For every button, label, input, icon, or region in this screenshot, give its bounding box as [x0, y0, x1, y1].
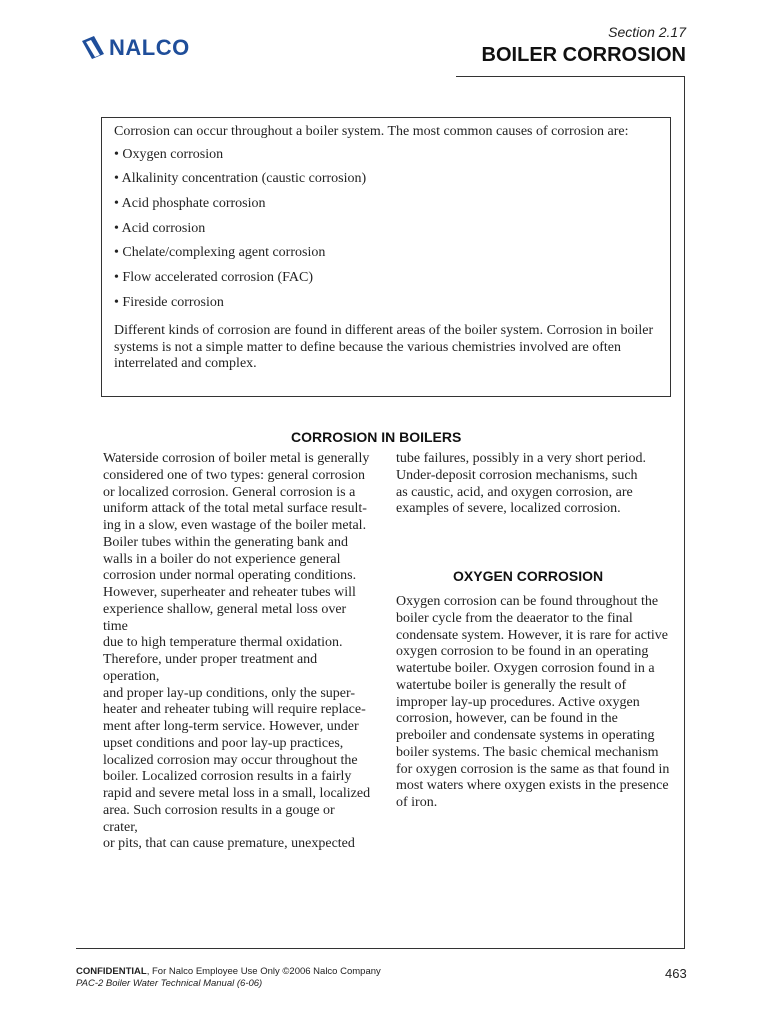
text-line: due to high temperature thermal oxidation. — [103, 635, 343, 651]
list-item: • Oxygen corrosion — [114, 146, 224, 162]
text-line: oxygen corrosion to be found in an operating — [396, 644, 649, 660]
text-line: area. Such corrosion results in a gouge or crater, — [103, 802, 335, 835]
text-line: most waters where oxygen exists in the presence — [396, 778, 669, 794]
list-item: • Acid phosphate corrosion — [114, 195, 266, 211]
text-line: boiler. Localized corrosion results in a fairly — [103, 769, 352, 785]
text-line: corrosion under normal operating conditions. — [103, 568, 357, 584]
text-line: localized corrosion may occur throughout the — [103, 752, 358, 768]
text-line: examples of severe, localized corrosion. — [396, 501, 621, 517]
text-line: improper lay-up procedures. Active oxygen — [396, 694, 640, 710]
list-item: • Alkalinity concentration (caustic corrosion) — [114, 171, 367, 187]
oxygen-corrosion-heading: OXYGEN CORROSION — [453, 568, 604, 584]
text-line: uniform attack of the total metal surface result- — [103, 501, 367, 517]
text-line: as caustic, acid, and oxygen corrosion, are — [396, 484, 633, 500]
text-line: Waterside corrosion of boiler metal is generally — [103, 451, 370, 466]
text-line: walls in a boiler do not experience general — [103, 551, 341, 567]
text-line: watertube boiler is generally the result of — [396, 677, 627, 693]
intro-closing: Different kinds of corrosion are found in different areas of the boiler system. Corrosion in boiler systems is not a simple matter to define because the various chemistries involved are often interrelated and complex. — [114, 323, 654, 372]
text-line: and proper lay-up conditions, only the super- — [103, 685, 356, 701]
list-item: • Fireside corrosion — [114, 294, 224, 310]
oxygen-corrosion-text — [396, 594, 671, 812]
text-line: rapid and severe metal loss in a small, localized — [103, 786, 371, 801]
list-item: • Chelate/complexing agent corrosion — [114, 245, 326, 261]
list-item: • Flow accelerated corrosion (FAC) — [114, 269, 314, 285]
page-number: 463 — [665, 966, 687, 981]
text-line: for oxygen corrosion is the same as that found in — [396, 761, 670, 777]
confidential-text: , For Nalco Employee Use Only ©2006 Nalco Company — [146, 966, 381, 977]
text-line: or pits, that can cause premature, unexpected — [103, 836, 355, 852]
text-line: ment after long-term service. However, under — [103, 719, 359, 734]
text-line: boiler cycle from the deaerator to the final — [396, 610, 633, 626]
text-line: considered one of two types: general corrosion — [103, 467, 366, 483]
text-line: preboiler and condensate systems in operating — [396, 728, 655, 743]
corrosion-in-boilers-heading: CORROSION IN BOILERS — [291, 429, 462, 445]
text-line: Boiler tubes within the generating bank and — [103, 534, 348, 550]
text-line: ing in a slow, even wastage of the boiler metal. — [103, 518, 367, 533]
text-line: boiler systems. The basic chemical mechanism — [396, 744, 659, 760]
text-line: However, superheater and reheater tubes will — [103, 585, 356, 600]
text-line: of iron. — [396, 795, 438, 810]
text-line: tube failures, possibly in a very short period. — [396, 451, 647, 466]
text-line: Therefore, under proper treatment and operation, — [103, 652, 318, 684]
text-line: watertube boiler. Oxygen corrosion found in a — [396, 661, 655, 676]
intro-lead: Corrosion can occur throughout a boiler system. The most common causes of corrosion are: — [114, 124, 629, 139]
nalco-logo-mark-icon — [80, 35, 106, 61]
text-line: experience shallow, general metal loss over time — [103, 601, 347, 634]
text-line: corrosion, however, can be found in the — [396, 711, 618, 727]
text-line: upset conditions and poor lay-up practices, — [103, 735, 344, 751]
footer-manual-title: PAC-2 Boiler Water Technical Manual (6-06) — [76, 978, 263, 989]
corrosion-causes-list — [114, 147, 658, 312]
text-line: condensate system. However, it is rare for active — [396, 627, 668, 643]
nalco-logo-text: NALCO — [109, 35, 190, 60]
right-margin-rule — [684, 76, 685, 949]
corrosion-in-boilers-left-column — [103, 451, 371, 853]
page-title: BOILER CORROSION — [481, 44, 686, 66]
text-line: heater and reheater tubing will require replace- — [103, 702, 366, 718]
confidential-label: CONFIDENTIAL — [76, 966, 147, 977]
section-number: Section 2.17 — [608, 24, 686, 40]
nalco-logo — [80, 30, 190, 66]
header-rule — [456, 76, 685, 77]
text-line: or localized corrosion. General corrosion is a — [103, 484, 356, 500]
text-line: Oxygen corrosion can be found throughout the — [396, 594, 659, 609]
footer-rule — [76, 948, 685, 949]
footer-confidential — [76, 966, 381, 977]
intro-box — [101, 117, 671, 397]
text-line: Under-deposit corrosion mechanisms, such — [396, 467, 638, 483]
corrosion-in-boilers-right-column — [396, 451, 671, 518]
list-item: • Acid corrosion — [114, 220, 206, 236]
